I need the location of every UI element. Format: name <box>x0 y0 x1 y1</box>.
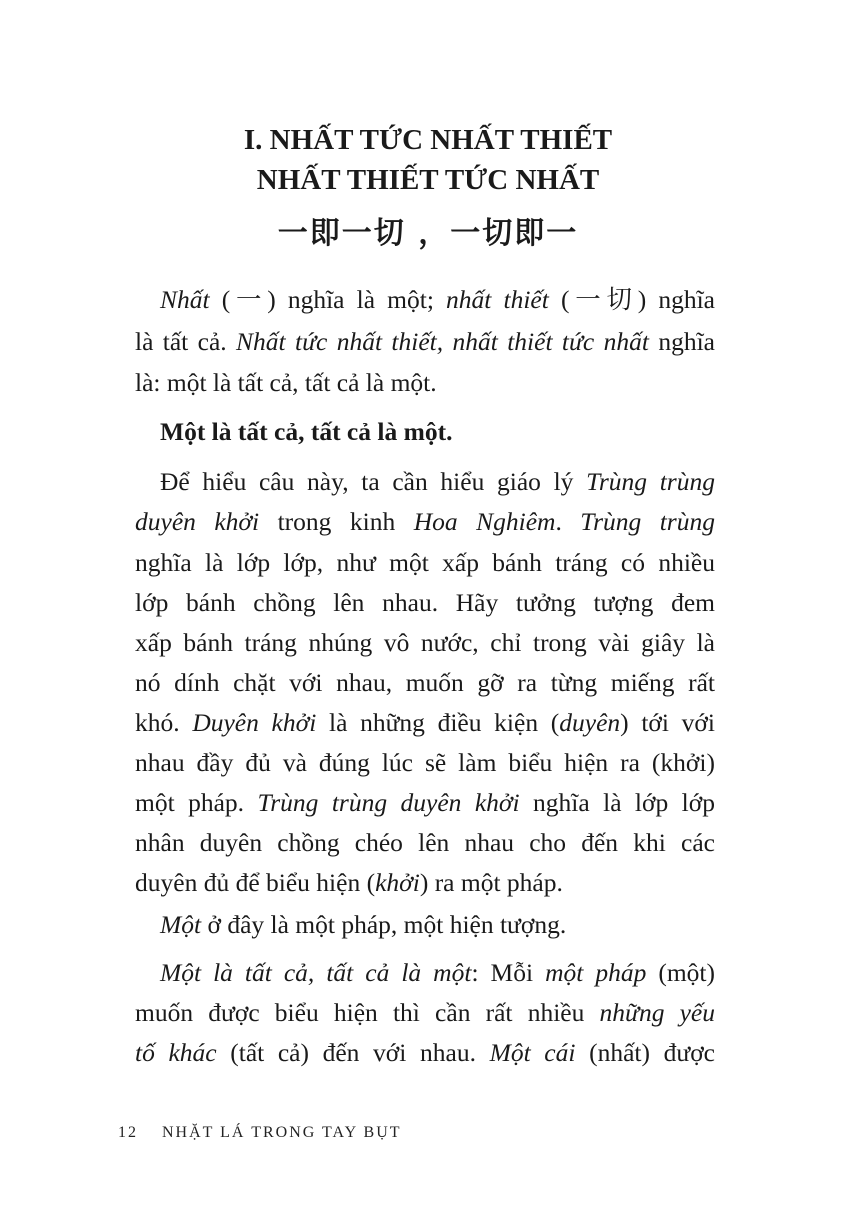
text-segment: trong kinh <box>259 507 414 536</box>
text-segment: Nhất <box>160 285 210 314</box>
text-line <box>160 466 715 498</box>
text-segment: duyên khởi <box>135 507 260 536</box>
text-segment: . <box>555 507 581 536</box>
text-segment: Để hiểu câu này, ta cần hiểu giáo lý <box>160 467 587 496</box>
text-segment: Một cái <box>489 1038 576 1067</box>
text-segment: một pháp. <box>135 788 258 817</box>
text-segment: (一) nghĩa là một; <box>209 285 447 314</box>
text-line <box>135 367 715 399</box>
text-segment: nhân duyên chồng chéo lên nhau cho đến khi các <box>135 828 715 857</box>
text-segment: Trùng trùng <box>580 507 715 536</box>
text-line <box>135 827 715 859</box>
text-segment: Một <box>160 910 202 939</box>
text-segment: nhất thiết <box>446 285 549 314</box>
text-segment: Một là tất cả, tất cả là một. <box>160 417 453 446</box>
text-segment: những yếu <box>599 998 716 1027</box>
running-title: NHẶT LÁ TRONG TAY BỤT <box>162 1124 402 1141</box>
text-segment: xấp bánh tráng nhúng vô nước, chỉ trong vài giây là <box>135 628 715 657</box>
page-number: 12 <box>118 1124 138 1141</box>
text-line <box>135 326 715 358</box>
text-line <box>160 957 715 989</box>
text-line <box>135 1037 715 1069</box>
text-line <box>135 747 715 779</box>
text-line <box>135 627 715 659</box>
text-line <box>135 867 715 899</box>
text-segment: duyên đủ để biểu hiện ( <box>135 868 376 897</box>
text-segment: Hoa Nghiêm <box>413 507 556 536</box>
text-line <box>135 506 715 538</box>
chinese-title: 一即一切 ，一切即一 <box>277 216 579 251</box>
text-segment: Một là tất cả, tất cả là một <box>160 958 472 987</box>
text-segment: một pháp <box>545 958 647 987</box>
text-line <box>135 787 715 819</box>
text-segment: là tất cả. <box>135 327 237 356</box>
text-segment: (一切) nghĩa <box>548 285 715 314</box>
text-segment: Trùng trùng <box>586 467 715 496</box>
text-segment: duyên <box>559 708 621 737</box>
text-segment: khởi <box>375 868 420 897</box>
text-segment: nghĩa <box>648 327 715 356</box>
text-segment: ở đây là một pháp, một hiện tượng. <box>201 910 567 939</box>
text-line <box>135 667 715 699</box>
text-line <box>135 707 715 739</box>
text-segment: (tất cả) đến với nhau. <box>216 1038 490 1067</box>
text-segment: nghĩa là lớp lớp, như một xấp bánh tráng có nhiều <box>135 548 715 577</box>
text-segment: nghĩa là lớp lớp <box>519 788 715 817</box>
text-line <box>135 547 715 579</box>
chapter-title-line2: NHẤT THIẾT TỨC NHẤT <box>256 164 600 196</box>
text-segment: Trùng trùng duyên khởi <box>257 788 520 817</box>
text-segment: ) tới với <box>620 708 715 737</box>
page-footer <box>118 1124 420 1142</box>
text-line <box>135 997 715 1029</box>
text-line <box>160 284 715 316</box>
text-segment: khó. <box>135 708 193 737</box>
text-segment: ) ra một pháp. <box>419 868 563 897</box>
text-segment: là những điều kiện ( <box>316 708 560 737</box>
text-segment: nhau đầy đủ và đúng lúc sẽ làm biểu hiện ra (khởi) <box>135 748 715 777</box>
chapter-title-line1: I. NHẤT TỨC NHẤT THIẾT <box>243 124 613 156</box>
text-line <box>135 587 715 619</box>
text-segment: muốn được biểu hiện thì cần rất nhiều <box>135 998 600 1027</box>
text-segment: tố khác <box>135 1038 217 1067</box>
text-line <box>160 909 715 941</box>
text-line <box>160 416 715 448</box>
text-segment: Duyên khởi <box>192 708 317 737</box>
text-segment: là: một là tất cả, tất cả là một. <box>135 368 437 397</box>
text-segment: (nhất) được <box>575 1038 715 1067</box>
text-segment: nó dính chặt với nhau, muốn gỡ ra từng miếng rất <box>135 668 715 697</box>
text-segment: (một) <box>646 958 715 987</box>
text-segment: lớp bánh chồng lên nhau. Hãy tưởng tượng đem <box>135 588 715 617</box>
text-segment: : Mỗi <box>471 958 546 987</box>
text-segment: Nhất tức nhất thiết, nhất thiết tức nhất <box>236 327 649 356</box>
